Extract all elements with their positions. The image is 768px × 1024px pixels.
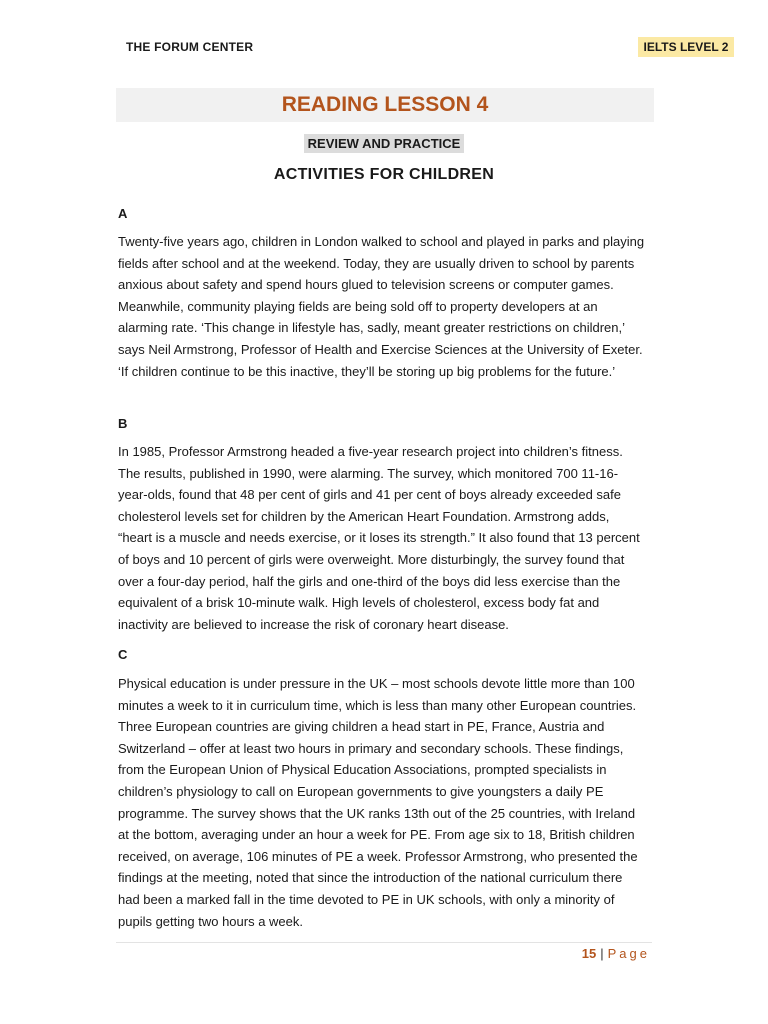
subtitle-wrap [0, 134, 768, 153]
lesson-title: READING LESSON 4 [281, 93, 489, 116]
page-footer [582, 946, 650, 961]
section-label-c: C [118, 647, 128, 662]
section-label-a: A [118, 206, 128, 221]
footer-divider [116, 942, 652, 943]
header-left-title: THE FORUM CENTER [126, 40, 254, 54]
header-level-badge: IELTS LEVEL 2 [638, 37, 734, 57]
section-label-b: B [118, 416, 128, 431]
subtitle: REVIEW AND PRACTICE [304, 134, 465, 153]
paragraph-c: Physical education is under pressure in the UK – most schools devote little more than 100 minutes a week to it in curriculum time, which is less than many other European countries. Three European countries are giving children a head start in PE, France, Austria and Switzerland – offer at least two hours in primary and secondary schools. These findings, from the European Union of Physical Education Associations, prompted specialists in children’s physiology to call on European governments to give youngsters a daily PE programme. The survey shows that the UK ranks 13th out of the 25 countries, with Ireland at the bottom, averaging under an hour a week for PE. From age six to 18, British children received, on average, 106 minutes of PE a week. Professor Armstrong, who presented the findings at the meeting, noted that since the introduction of the national curriculum there had been a marked fall in the time devoted to PE in UK schools, with only a minority of pupils getting two hours a week. [118, 676, 638, 929]
passage-heading: ACTIVITIES FOR CHILDREN [273, 166, 495, 183]
lesson-title-band [116, 88, 654, 122]
page-word: Page [607, 946, 650, 961]
paragraph-b: In 1985, Professor Armstrong headed a five-year research project into children’s fitness. The results, published in 1990, were alarming. The survey, which monitored 700 11-16-year-olds, found that 48 per cent of girls and 41 per cent of boys already exceeded safe cholesterol levels set for children by the American Heart Foundation. Armstrong adds, “heart is a muscle and needs exercise, or it loses its strength.” It also found that 13 percent of boys and 10 percent of girls were overweight. More disturbingly, the survey found that over a four-day period, half the girls and one-third of the boys did less exercise than the equivalent of a brisk 10-minute walk. High levels of cholesterol, excess body fat and inactivity are believed to increase the risk of coronary heart disease. [118, 444, 640, 632]
page-number: 15 [581, 946, 597, 961]
paragraph-a: Twenty-five years ago, children in London walked to school and played in parks and playing fields after school and at the weekend. Today, they are usually driven to school by parents anxious about safety and spend hours glued to television screens or computer games. Meanwhile, community playing fields are being sold off to property developers at an alarming rate. ‘This change in lifestyle has, sadly, meant greater restrictions on children,’ says Neil Armstrong, Professor of Health and Exercise Sciences at the University of Exeter. ‘If children continue to be this inactive, they’ll be storing up big problems for the future.’ [118, 234, 645, 379]
footer-separator: | [600, 946, 604, 961]
